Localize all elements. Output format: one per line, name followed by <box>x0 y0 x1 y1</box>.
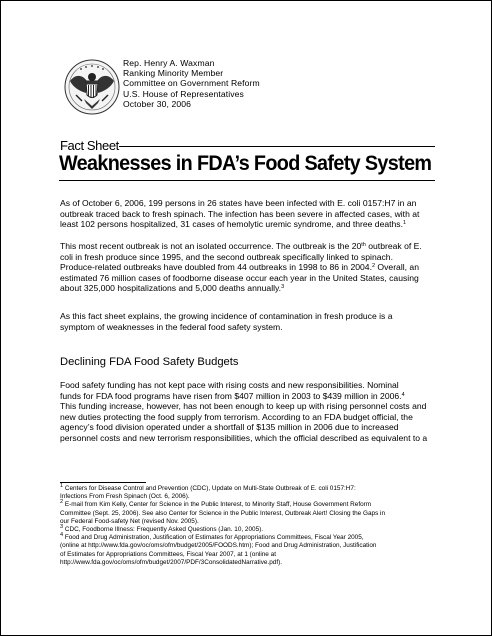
text-line: new duties protecting the food supply from terrorism. According to an FDA budget official, the <box>60 411 413 422</box>
text-line: As of October 6, 2006, 199 persons in 26 states have been infected with E. coli 0157:H7 in an <box>60 198 417 208</box>
letterhead-chamber: U.S. House of Representatives <box>123 88 244 99</box>
text-line-content: Produce-related outbreaks have doubled from 44 outbreaks in 1998 to 86 in 2004. <box>60 262 372 272</box>
text-line: symptom of weaknesses in the federal food safety system. <box>60 321 283 332</box>
letterhead-date: October 30, 2006 <box>123 98 192 109</box>
intro-paragraph-3 <box>60 311 434 332</box>
intro-paragraph-1 <box>60 198 434 230</box>
footnote-line <box>60 526 440 534</box>
title-top-rule <box>119 146 435 147</box>
footnote-number: 1 <box>60 483 64 489</box>
section-paragraph-1 <box>60 380 434 443</box>
footnote-text: Food and Drug Administration, Justification of Estimates for Appropriations Committees, Fiscal Year 2005, <box>63 534 364 542</box>
title-bottom-rule <box>59 180 435 181</box>
footnote-line <box>60 534 440 542</box>
text-line <box>60 283 434 294</box>
footnote-ref: 1 <box>402 220 407 226</box>
footnote-ref: 4 <box>401 391 405 398</box>
text-line <box>60 391 434 402</box>
text-line: As this fact sheet explains, the growing incidence of contamination in fresh produce is a <box>60 311 393 321</box>
text-line <box>60 219 434 230</box>
footnote-text: Centers for Disease Control and Prevention (CDC), Update on Multi-State Outbreak of E. coli 0157:H7: <box>63 485 356 492</box>
letterhead-role: Ranking Minority Member <box>123 68 224 79</box>
footnote-text: CDC, Foodborne Illness: Frequently Asked Questions (Jan. 10, 2005). <box>63 526 264 534</box>
text-line-content: funds for FDA food programs have risen from $407 million in 2003 to $439 million in 2006. <box>60 390 402 401</box>
text-line: coli in fresh produce since 1995, and the second outbreak specifically linked to spinach. <box>60 251 393 262</box>
ordinal-suffix: th <box>361 242 366 248</box>
footnote-line: (online at http://www.fda.gov/oc/oms/ofm/budget/2005/FOODS.htm); Food and Drug Administration, Justification <box>60 542 377 550</box>
footnote-number: 4 <box>60 532 64 539</box>
text-line: This funding increase, however, has not been enough to keep up with rising personnel costs and <box>60 401 427 411</box>
text-line-content: This most recent outbreak is not an isolated occurrence. The outbreak is the 20 <box>60 241 362 251</box>
text-line: estimated 76 million cases of foodborne disease occur each year in the United States, causing <box>60 272 419 283</box>
footnote-line: our Federal Food-safety Net (revised Nov. 2005). <box>60 517 199 525</box>
footnote-line <box>60 485 440 493</box>
text-line-content: outbreak of E. <box>365 241 422 251</box>
text-line-content: Overall, an <box>375 262 419 272</box>
footnote-number: 2 <box>60 499 64 506</box>
footnotes <box>60 485 440 567</box>
letterhead-committee: Committee on Government Reform <box>123 78 260 89</box>
footnote-line: Infections From Fresh Spinach (Oct. 6, 2006). <box>60 493 190 501</box>
page-title: Weaknesses in FDA’s Food Safety System <box>59 151 432 175</box>
footnote-line: Committee (Sept. 25, 2006). See also Center for Science in the Public Interest, Outbreak Alert! Closing the Gaps in <box>60 509 386 517</box>
text-line: Food safety funding has not kept pace with rising costs and new responsibilities. Nominal <box>60 380 399 390</box>
letterhead <box>123 58 260 109</box>
letterhead-name: Rep. Henry A. Waxman <box>123 58 215 68</box>
footnote-line: of Estimates for Appropriations Committees, Fiscal Year 2007, at 1 (online at <box>60 550 276 558</box>
text-line: outbreak traced back to fresh spinach. The infection has been severe in affected cases, with at <box>60 208 420 219</box>
footnote-separator <box>60 482 146 483</box>
footnote-number: 3 <box>60 524 64 531</box>
text-line: agency’s food division operated under a shortfall of $135 million in 2006 due to increased <box>60 422 399 432</box>
footnote-line: http://www.fda.gov/oc/oms/ofm/budget/2007/PDF/3ConsolidatedNarrative.pdf). <box>60 558 283 566</box>
footnote-text: E-mail from Kim Kelly, Center for Science in the Public Interest, to Minority Staff, House Government Reform <box>63 501 372 509</box>
text-line-content: about 325,000 hospitalizations and 5,000 deaths annually. <box>60 283 282 293</box>
text-line-content: least 102 persons hospitalized, 31 cases of hemolytic uremic syndrome, and three deaths. <box>60 219 403 229</box>
intro-paragraph-2 <box>60 241 434 294</box>
text-line <box>60 262 434 273</box>
footnote-ref: 3 <box>281 284 285 290</box>
section-heading: Declining FDA Food Safety Budgets <box>60 356 239 368</box>
footnote-line <box>60 501 440 509</box>
text-line: personnel costs and new terrorism responsibilities, which the official described as equivalent to a <box>60 432 428 443</box>
text-line <box>60 241 434 252</box>
house-seal-eagle-icon <box>64 59 120 115</box>
footnote-ref: 2 <box>371 263 376 269</box>
fact-sheet-label: Fact Sheet <box>60 138 119 153</box>
